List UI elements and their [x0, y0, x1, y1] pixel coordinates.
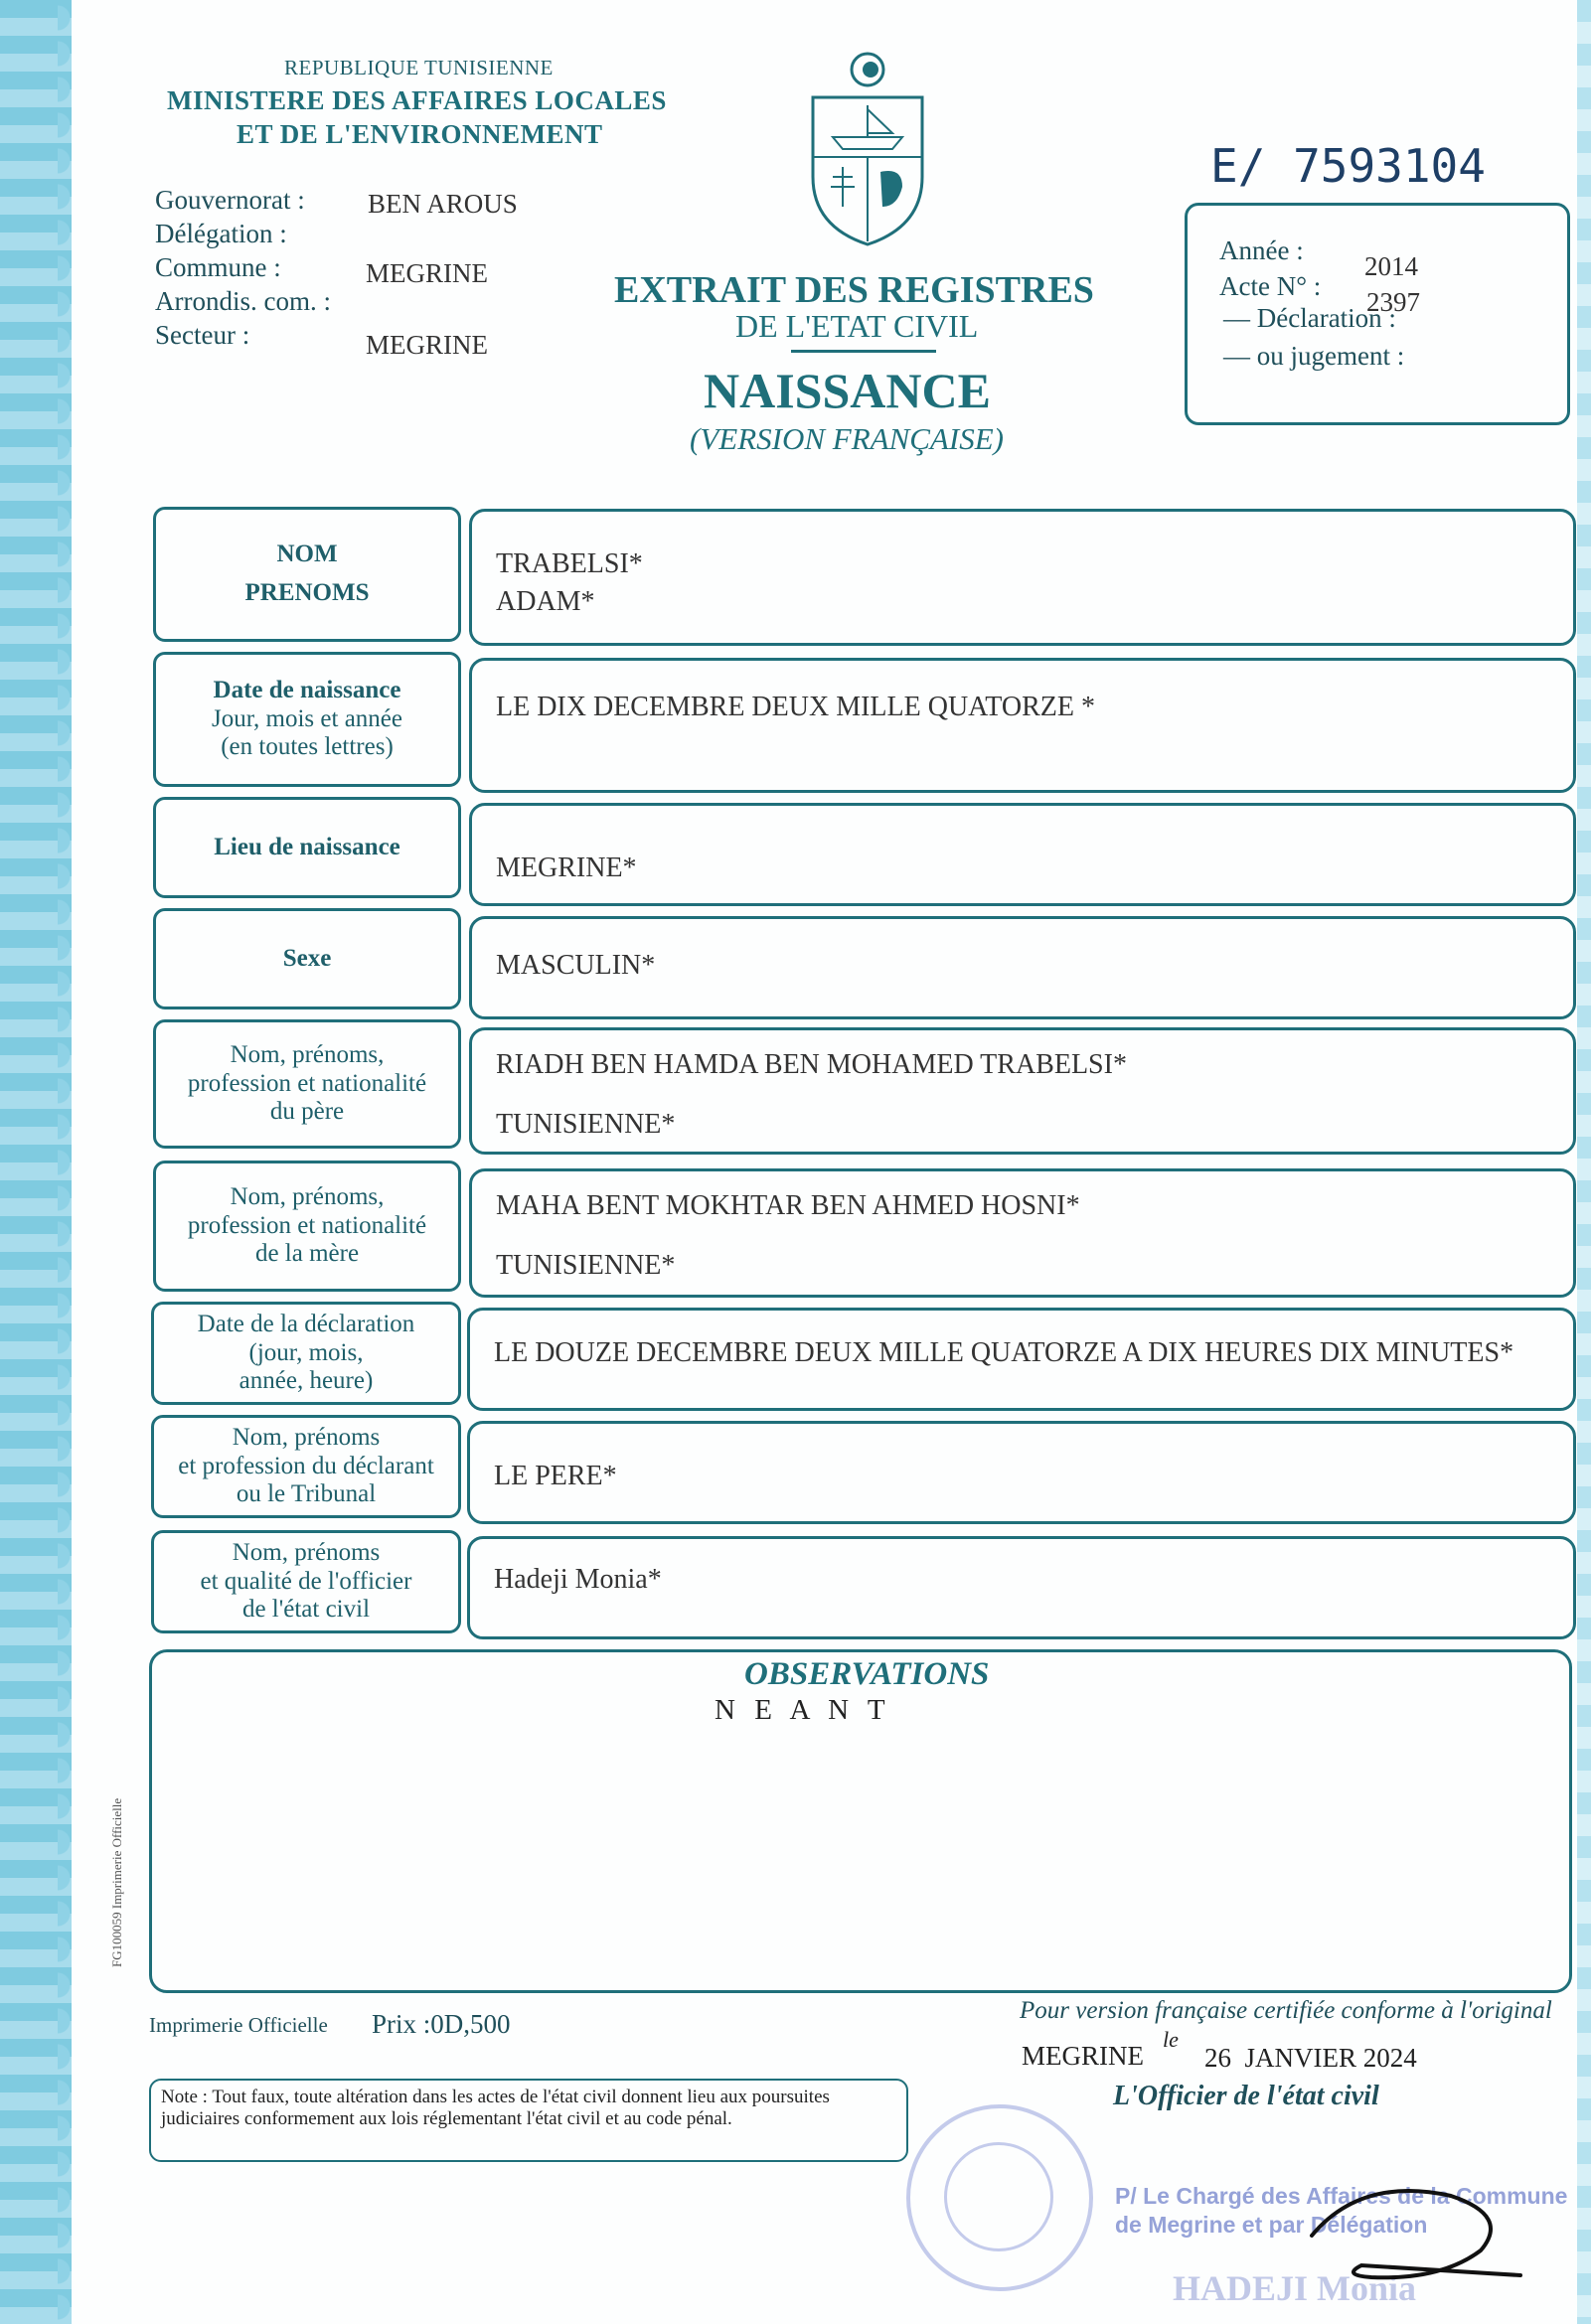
prix-label: Prix :0D,500	[372, 2009, 511, 2039]
footer-le: le	[1163, 2027, 1179, 2052]
serial-number: E/ 7593104	[1210, 139, 1486, 193]
acte-number-value: 2397	[1366, 287, 1420, 317]
signature-stamp-name: HADEJI Monia	[1173, 2268, 1417, 2308]
date-naissance-value: LE DIX DECEMBRE DEUX MILLE QUATORZE *	[469, 658, 1576, 793]
arrondis-label: Arrondis. com. :	[155, 286, 331, 316]
pere-label	[153, 1019, 461, 1149]
mere-name-value: MAHA BENT MOKHTAR BEN AHMED HOSNI*	[496, 1190, 1080, 1221]
decl-label-line1: Date de la déclaration	[197, 1310, 415, 1337]
officier-signature-title: L'Officier de l'état civil	[1113, 2081, 1379, 2111]
nom-prenoms-label	[153, 507, 461, 642]
acte-number-label: Acte N° :	[1219, 271, 1322, 301]
mere-label-line3: de la mère	[254, 1240, 360, 1268]
date-label-line1: Date de naissance	[213, 676, 401, 703]
nom-prenoms-value	[469, 509, 1576, 646]
secteur-label: Secteur :	[155, 320, 250, 350]
declarant-value: LE PERE*	[467, 1421, 1576, 1524]
officier-value: Hadeji Monia*	[467, 1536, 1576, 1639]
officier-label-line2: et qualité de l'officier	[200, 1567, 412, 1595]
officier-label	[151, 1530, 461, 1633]
official-round-stamp	[906, 2104, 1093, 2291]
sexe-label: Sexe	[153, 908, 461, 1009]
mere-label-line2: profession et nationalité	[187, 1211, 427, 1239]
footer-lieu: MEGRINE	[1022, 2041, 1144, 2071]
prenoms-label: PRENOMS	[244, 579, 370, 606]
sexe-value: MASCULIN*	[469, 916, 1576, 1019]
title-main: NAISSANCE	[704, 363, 991, 418]
declaration-date-label	[151, 1302, 461, 1405]
prenoms-value: ADAM*	[496, 585, 595, 617]
mere-nationality-value: TUNISIENNE*	[496, 1249, 676, 1281]
annee-value: 2014	[1364, 251, 1418, 281]
gouvernorat-value: BEN AROUS	[368, 189, 518, 219]
title-line2: DE L'ETAT CIVIL	[735, 308, 979, 344]
observations-title: OBSERVATIONS	[744, 1656, 990, 1692]
declaration-date-value: LE DOUZE DECEMBRE DEUX MILLE QUATORZE A DIX HEURES DIX MINUTES*	[467, 1308, 1576, 1411]
pere-label-line3: du père	[269, 1098, 345, 1126]
coat-of-arms-icon	[803, 48, 932, 248]
title-version: (VERSION FRANÇAISE)	[690, 421, 1004, 456]
note-text: Note : Tout faux, toute altération dans les actes de l'état civil donnent lieu aux poursuites judiciaires conformement aux lois réglementant l'état civil et au code pénal.	[161, 2087, 830, 2129]
declarant-label-line1: Nom, prénoms	[232, 1423, 381, 1451]
officier-label-line1: Nom, prénoms	[232, 1538, 381, 1566]
decl-label-line3: année, heure)	[239, 1367, 374, 1395]
title-line1: EXTRAIT DES REGISTRES	[614, 269, 1094, 311]
declaration-label: — Déclaration :	[1223, 303, 1396, 333]
nom-label: NOM	[276, 541, 338, 568]
commune-value: MEGRINE	[366, 258, 488, 288]
date-label-line2: Jour, mois et année	[211, 704, 402, 732]
republic-label: REPUBLIQUE TUNISIENNE	[284, 56, 554, 79]
declarant-label-line2: et profession du déclarant	[178, 1452, 434, 1479]
acte-box	[1185, 203, 1570, 425]
date-naissance-label	[153, 652, 461, 787]
pere-name-value: RIADH BEN HAMDA BEN MOHAMED TRABELSI*	[496, 1049, 1127, 1080]
observations-value: N E A N T	[715, 1694, 891, 1726]
mere-value	[469, 1168, 1576, 1298]
ministry-line2: ET DE L'ENVIRONNEMENT	[237, 119, 603, 149]
pere-value	[469, 1027, 1576, 1155]
observations-box	[149, 1649, 1572, 1993]
ministry-line1: MINISTERE DES AFFAIRES LOCALES	[167, 85, 667, 115]
handwritten-signature	[1282, 2166, 1540, 2295]
jugement-label: — ou jugement :	[1223, 341, 1405, 371]
lieu-naissance-label: Lieu de naissance	[153, 797, 461, 898]
imprimerie-label: Imprimerie Officielle	[149, 2013, 328, 2037]
decorative-right-border	[1577, 0, 1591, 2324]
annee-label: Année :	[1219, 235, 1304, 265]
pere-label-line2: profession et nationalité	[187, 1069, 427, 1097]
footer-date: 26 JANVIER 2024	[1204, 2043, 1417, 2073]
certifiee-text: Pour version française certifiée conforme à l'original	[1020, 1997, 1552, 2024]
pere-label-line1: Nom, prénoms,	[230, 1040, 385, 1068]
side-code: FG100059 Imprimerie Officielle	[109, 1797, 124, 1967]
nom-value: TRABELSI*	[496, 548, 643, 579]
declarant-label	[151, 1415, 461, 1518]
pere-nationality-value: TUNISIENNE*	[496, 1108, 676, 1140]
mere-label-line1: Nom, prénoms,	[230, 1182, 385, 1210]
delegation-label: Délégation :	[155, 219, 287, 248]
decl-label-line2: (jour, mois,	[248, 1338, 364, 1366]
mere-label	[153, 1161, 461, 1292]
note-box	[149, 2079, 908, 2162]
secteur-value: MEGRINE	[366, 330, 488, 360]
gouvernorat-label: Gouvernorat :	[155, 185, 305, 215]
signature-stamp-text: P/ Le Chargé des Affaires de la Commune de Megrine et par Délégation	[1115, 2183, 1568, 2238]
title-divider	[791, 350, 936, 353]
decorative-left-border	[0, 0, 72, 2324]
commune-label: Commune :	[155, 252, 281, 282]
lieu-naissance-value: MEGRINE*	[469, 803, 1576, 906]
declarant-label-line3: ou le Tribunal	[236, 1480, 377, 1508]
date-label-line3: (en toutes lettres)	[221, 733, 394, 761]
officier-label-line3: de l'état civil	[241, 1596, 371, 1624]
